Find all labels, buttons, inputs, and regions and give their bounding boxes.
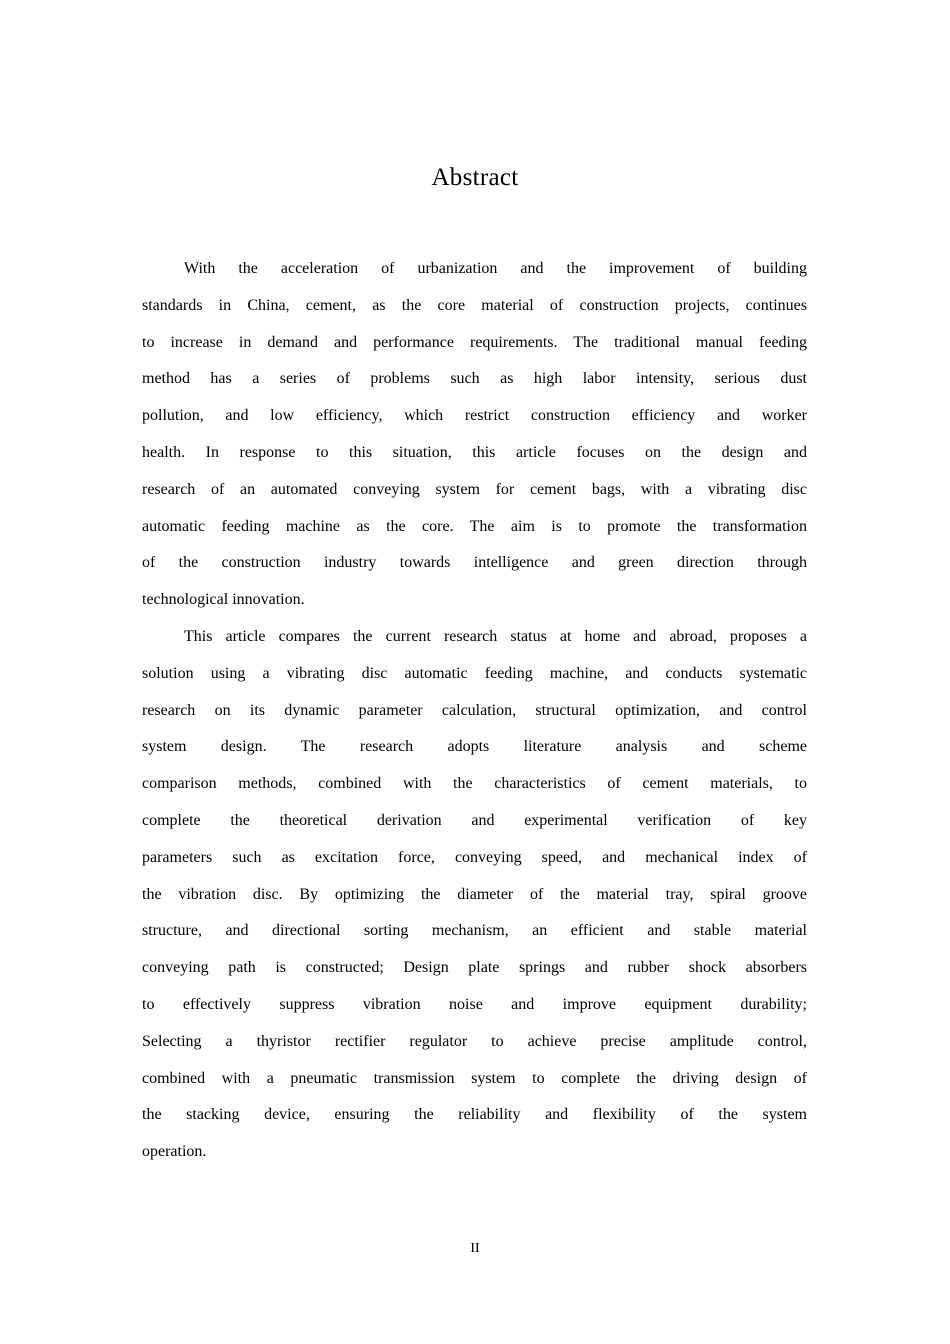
abstract-body (142, 251, 807, 1171)
paragraph-2-line-15: operation. (142, 1143, 207, 1161)
paragraph-2-line-2: solution using a vibrating disc automatic feeding machine, and conducts systematic (142, 664, 807, 682)
paragraph-1-line-9: of the construction industry towards intelligence and green direction through (142, 554, 807, 572)
paragraph-2-line-14: the stacking device, ensuring the reliability and flexibility of the system (142, 1106, 807, 1124)
paragraph-2-line-4: system design. The research adopts literature analysis and scheme (142, 738, 807, 756)
paragraph-2-line-10: conveying path is constructed; Design plate springs and rubber shock absorbers (142, 959, 807, 977)
paragraph-1-line-7: research of an automated conveying system for cement bags, with a vibrating disc (142, 480, 807, 498)
paragraph-1-line-6: health. In response to this situation, this article focuses on the design and (142, 443, 807, 461)
paragraph-2-line-1: This article compares the current research status at home and abroad, proposes a (184, 627, 807, 645)
paragraph-1-line-8: automatic feeding machine as the core. The aim is to promote the transformation (142, 517, 807, 535)
paragraph-2-line-7: parameters such as excitation force, conveying speed, and mechanical index of (142, 848, 807, 866)
paragraph-1-line-2: standards in China, cement, as the core material of construction projects, continues (142, 296, 807, 314)
paragraph-2-line-5: comparison methods, combined with the characteristics of cement materials, to (142, 775, 807, 793)
paragraph-1-line-5: pollution, and low efficiency, which restrict construction efficiency and worker (142, 407, 807, 425)
paragraph-2-line-11: to effectively suppress vibration noise and improve equipment durability; (142, 995, 807, 1013)
paragraph-2-line-8: the vibration disc. By optimizing the diameter of the material tray, spiral groove (142, 885, 807, 903)
paragraph-1-line-3: to increase in demand and performance requirements. The traditional manual feeding (142, 333, 807, 351)
paragraph-1-line-1: With the acceleration of urbanization and the improvement of building (184, 260, 807, 277)
paragraph-2-line-9: structure, and directional sorting mechanism, an efficient and stable material (142, 922, 807, 940)
page-title: Abstract (431, 164, 519, 191)
paragraph-1-line-4: method has a series of problems such as high labor intensity, serious dust (142, 370, 807, 388)
paragraph-2-line-13: combined with a pneumatic transmission system to complete the driving design of (142, 1069, 807, 1087)
paragraph-2-line-6: complete the theoretical derivation and experimental verification of key (142, 811, 807, 829)
paragraph-1-line-10: technological innovation. (142, 591, 305, 609)
paragraph-2-line-3: research on its dynamic parameter calculation, structural optimization, and control (142, 701, 807, 719)
paragraph-2-line-12: Selecting a thyristor rectifier regulator to achieve precise amplitude control, (142, 1032, 807, 1050)
page-number: II (470, 1241, 480, 1256)
